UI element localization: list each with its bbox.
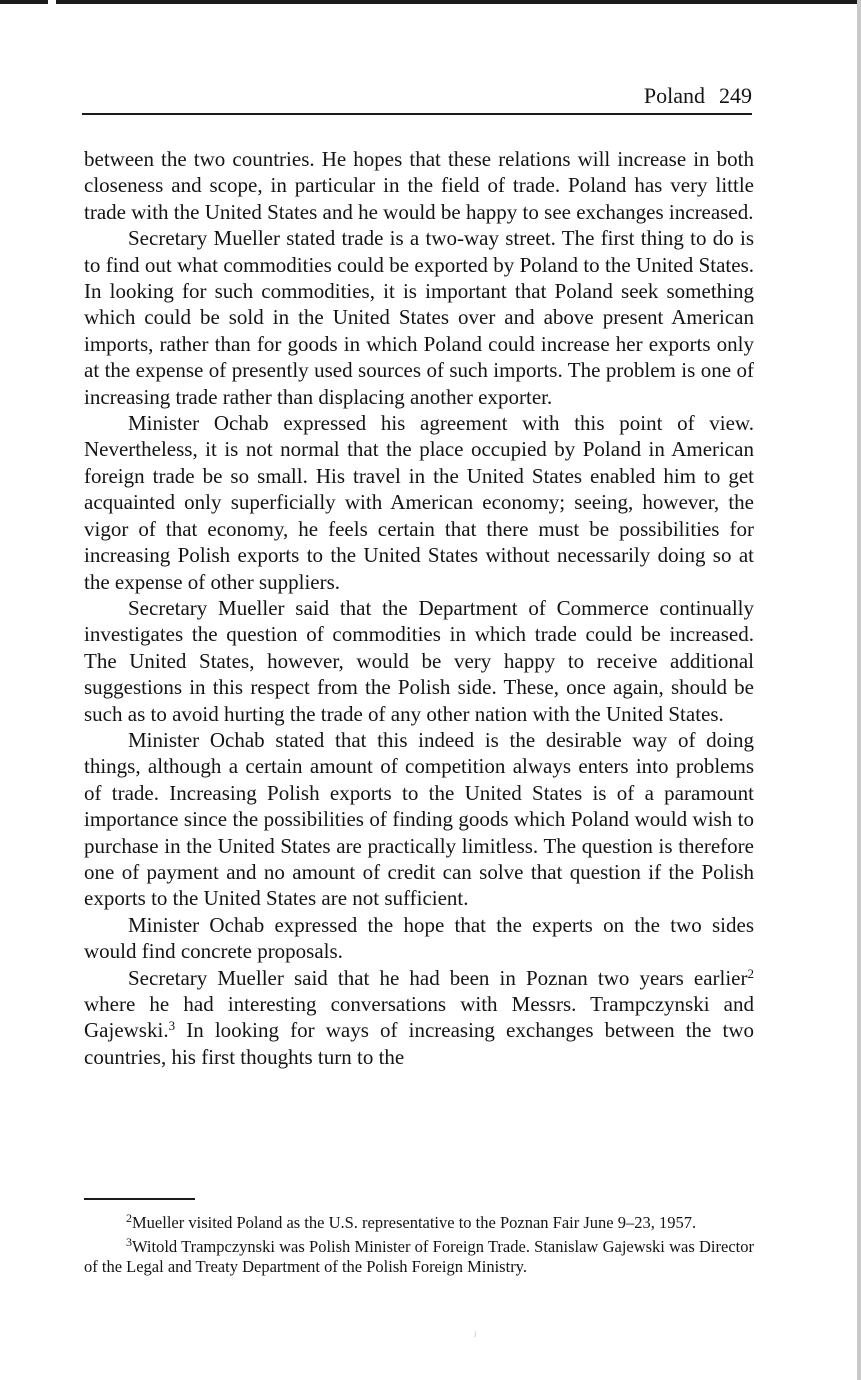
paragraph: Secretary Mueller said that the Department of Commerce continually investigates the question of commodities in which trade could be increased. The United States, however, would be very happy to receive additional suggestions in this respect from the Polish side. These, once again, should be such as to avoid hurting the trade of any other nation with the United States. xyxy=(84,595,754,726)
paragraph: between the two countries. He hopes that these relations will increase in both closeness and scope, in particular in the field of trade. Poland has very little trade with the United States and he would be happy to see exchanges increased. xyxy=(84,147,754,224)
footnote-text: Witold Trampczynski was Polish Minister of Foreign Trade. Stanislaw Gajewski was Director of the Legal and Treaty Department of the Polish Foreign Ministry. xyxy=(84,1236,754,1276)
body-text xyxy=(84,146,754,1070)
header-rule xyxy=(82,113,752,115)
paragraph xyxy=(84,965,754,1071)
paragraph: Minister Ochab expressed his agreement with this point of view. Nevertheless, it is not normal that the place occupied by Poland in American foreign trade be so small. His travel in the United States enabled him to get acquainted only superficially with American economy; seeing, however, the vigor of that economy, he feels certain that there must be possibilities for increasing Polish exports to the United States without necessarily doing so at the expense of other suppliers. xyxy=(84,411,754,594)
paragraph: Minister Ochab stated that this indeed is the desirable way of doing things, although a certain amount of competition always enters into problems of trade. Increasing Polish exports to the United States is of a paramount importance since the possibilities of finding goods which Poland would wish to purchase in the United States are practically limitless. The question is therefore one of payment and no amount of credit can solve that question if the Polish exports to the United States are not sufficient. xyxy=(84,727,754,911)
paragraph-text: where he had interesting conversations with Messrs. Trampczynski and Gajewski. xyxy=(84,992,754,1043)
scan-mark: ʲ xyxy=(474,1328,476,1342)
page-edge-shadow xyxy=(857,0,861,1380)
footnote-number: 3 xyxy=(126,1234,132,1249)
footnote xyxy=(84,1234,754,1278)
footnotes xyxy=(84,1213,754,1281)
footnote xyxy=(84,1213,754,1234)
page-number: 249 xyxy=(719,83,752,108)
footnote-ref-2: 2 xyxy=(747,965,754,981)
top-border xyxy=(56,0,861,4)
paragraph: Minister Ochab expressed the hope that the experts on the two sides would find concrete proposals. xyxy=(84,912,754,964)
running-header-title: Poland xyxy=(643,83,705,108)
paragraph-text: In looking for ways of increasing exchanges between the two countries, his first thoughts turn to the xyxy=(84,1018,754,1069)
running-header xyxy=(84,82,752,110)
paragraph: Secretary Mueller stated trade is a two-way street. The first thing to do is to find out what commodities could be exported by Poland to the United States. In looking for such commodities, it is important that Poland seek something which could be sold in the United States over and above present American imports, rather than for goods in which Poland could increase her exports only at the expense of presently used sources of such imports. The problem is one of increasing trade rather than displacing another exporter. xyxy=(84,226,754,409)
footnote-ref-3: 3 xyxy=(168,1018,176,1034)
footnote-text: Mueller visited Poland as the U.S. representative to the Poznan Fair June 9–23, 1957. xyxy=(132,1213,697,1232)
top-border-left xyxy=(0,0,48,4)
paragraph-text: Secretary Mueller said that he had been in Poznan two years earlier xyxy=(128,965,748,990)
footnote-separator xyxy=(84,1198,195,1200)
footnote-number: 2 xyxy=(126,1211,132,1225)
